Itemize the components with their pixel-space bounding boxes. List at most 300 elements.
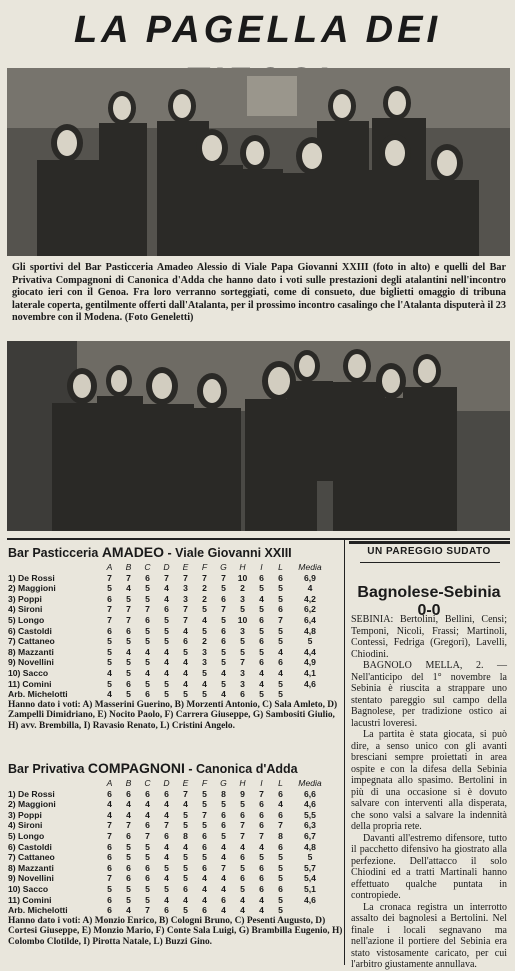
vote-cell: 5 <box>259 583 264 594</box>
vote-cell: 6 <box>240 689 245 700</box>
vote-cell: 4 <box>183 841 188 852</box>
column-header: I <box>260 562 263 572</box>
player-name: 8) Mazzanti <box>8 862 54 873</box>
vote-cell: 6 <box>240 809 245 820</box>
player-name: 4) Sironi <box>8 820 43 831</box>
average-cell: 6,6 <box>304 788 316 799</box>
vote-cell: 5 <box>278 625 283 636</box>
vote-cell: 5 <box>145 678 150 689</box>
vote-cell: 4 <box>126 646 131 657</box>
vote-cell: 7 <box>126 604 131 615</box>
vote-cell: 4 <box>259 593 264 604</box>
vote-cell: 5 <box>183 689 188 700</box>
vote-cell: 5 <box>240 799 245 810</box>
vote-cell: 7 <box>164 820 169 831</box>
vote-cell: 6 <box>202 830 207 841</box>
column-header: H <box>239 562 246 572</box>
column-header: H <box>239 778 246 788</box>
vote-cell: 5 <box>183 852 188 863</box>
vote-cell: 4 <box>259 894 264 905</box>
vote-cell: 6 <box>259 799 264 810</box>
vote-cell: 5 <box>278 873 283 884</box>
vote-cell: 4 <box>240 905 245 916</box>
vote-cell: 5 <box>240 604 245 615</box>
vote-cell: 5 <box>145 583 150 594</box>
vote-cell: 6 <box>278 657 283 668</box>
vote-cell: 7 <box>126 614 131 625</box>
vote-cell: 6 <box>221 636 226 647</box>
vote-cell: 5 <box>183 873 188 884</box>
vote-cell: 6 <box>126 788 131 799</box>
average-cell: 4,6 <box>304 799 316 810</box>
vote-cell: 5 <box>259 852 264 863</box>
column-header: E <box>182 778 189 788</box>
sidebar-title: Bagnolese-Sebinia 0-0 <box>357 584 501 619</box>
average-cell: 4,4 <box>304 646 316 657</box>
table-row <box>8 636 330 647</box>
sidebar-paragraph: BAGNOLO MELLA, 2. — Nell'anticipo del 1° novembre la Sebinia è riuscita a strappare uno stentato pareggio sul campo della Bagnolese, per tradizione ostico ai lacustri loveresi. <box>351 660 507 729</box>
vote-cell: 4 <box>240 841 245 852</box>
vote-cell: 3 <box>202 646 207 657</box>
vote-cell: 5 <box>126 657 131 668</box>
vote-cell: 6 <box>107 905 112 916</box>
vote-cell: 5 <box>278 583 283 594</box>
page-headline: LA PAGELLA DEI <box>73 9 442 51</box>
vote-cell: 5 <box>126 841 131 852</box>
table-row <box>8 873 330 884</box>
vote-cell: 6 <box>202 862 207 873</box>
column-header: C <box>144 562 151 572</box>
vote-cell: 7 <box>107 572 112 583</box>
vote-cell: 4 <box>202 873 207 884</box>
player-name: 7) Cattaneo <box>8 636 55 647</box>
vote-cell: 7 <box>145 905 150 916</box>
vote-cell: 5 <box>278 689 283 700</box>
vote-cell: 3 <box>240 593 245 604</box>
vote-cell: 5 <box>183 646 188 657</box>
vote-cell: 7 <box>221 862 226 873</box>
vote-cell: 7 <box>126 572 131 583</box>
player-name: Arb. Michelotti <box>8 905 68 916</box>
player-name: 9) Novellini <box>8 873 54 884</box>
player-name: 5) Longo <box>8 614 45 625</box>
vote-cell: 7 <box>164 572 169 583</box>
vote-cell: 6 <box>278 788 283 799</box>
vote-cell: 10 <box>237 572 248 583</box>
vote-cell: 5 <box>126 894 131 905</box>
vote-cell: 6 <box>278 604 283 615</box>
vote-cell: 4 <box>164 646 169 657</box>
vote-cell: 7 <box>145 604 150 615</box>
vote-cell: 6 <box>126 830 131 841</box>
vote-cell: 5 <box>145 883 150 894</box>
vote-cell: 7 <box>202 809 207 820</box>
table-row <box>8 842 330 853</box>
vote-cell: 6 <box>240 873 245 884</box>
table-row <box>8 668 330 679</box>
vote-cell: 6 <box>107 894 112 905</box>
vote-cell: 4 <box>145 809 150 820</box>
amadeo-title-name: AMADEO <box>101 544 165 560</box>
vote-cell: 4 <box>164 667 169 678</box>
table-row <box>8 647 330 658</box>
vote-cell: 4 <box>183 625 188 636</box>
vote-cell: 6 <box>259 614 264 625</box>
vote-cell: 5 <box>126 667 131 678</box>
vote-cell: 4 <box>221 689 226 700</box>
table-row <box>8 852 330 863</box>
vote-cell: 4 <box>221 905 226 916</box>
vote-cell: 6 <box>126 862 131 873</box>
vote-cell: 7 <box>240 657 245 668</box>
vote-cell: 4 <box>107 809 112 820</box>
vote-cell: 6 <box>107 841 112 852</box>
vote-cell: 6 <box>164 788 169 799</box>
vote-cell: 5 <box>240 862 245 873</box>
vote-cell: 6 <box>107 625 112 636</box>
vote-cell: 5 <box>183 905 188 916</box>
vote-cell: 6 <box>221 625 226 636</box>
vote-cell: 5 <box>221 657 226 668</box>
vote-cell: 5 <box>278 852 283 863</box>
vote-cell: 7 <box>107 604 112 615</box>
table-row <box>8 604 330 615</box>
vote-cell: 2 <box>240 583 245 594</box>
average-cell: 5,7 <box>304 862 316 873</box>
sidebar-kicker: UN PAREGGIO SUDATO <box>367 546 491 557</box>
average-cell: 5,1 <box>304 883 316 894</box>
vote-cell: 5 <box>221 678 226 689</box>
vote-cell: 6 <box>202 905 207 916</box>
table-row <box>8 594 330 605</box>
vote-cell: 4 <box>107 689 112 700</box>
vote-cell: 6 <box>278 883 283 894</box>
group-photo-amadeo <box>7 68 510 256</box>
vote-cell: 4 <box>221 667 226 678</box>
vote-cell: 5 <box>145 657 150 668</box>
player-name: 10) Sacco <box>8 667 49 678</box>
vote-cell: 8 <box>183 830 188 841</box>
vote-cell: 5 <box>221 830 226 841</box>
average-cell: 5 <box>307 852 313 863</box>
vote-cell: 5 <box>126 852 131 863</box>
compagnoni-title-name: COMPAGNONI <box>87 760 185 776</box>
vote-cell: 5 <box>202 689 207 700</box>
vote-cell: 5 <box>145 841 150 852</box>
vote-cell: 5 <box>107 646 112 657</box>
vote-cell: 6 <box>278 841 283 852</box>
vote-cell: 3 <box>240 667 245 678</box>
player-name: 1) De Rossi <box>8 572 55 583</box>
column-header: D <box>163 562 170 572</box>
vote-cell: 7 <box>183 788 188 799</box>
table-header-row <box>8 778 330 789</box>
vote-cell: 7 <box>107 873 112 884</box>
vote-cell: 5 <box>202 799 207 810</box>
table-row <box>8 689 330 700</box>
player-name: 4) Sironi <box>8 604 43 615</box>
table-row <box>8 583 330 594</box>
vote-cell: 5 <box>202 788 207 799</box>
compagnoni-title-prefix: Bar Privativa <box>8 762 88 776</box>
vote-cell: 4 <box>259 678 264 689</box>
vote-cell: 5 <box>278 678 283 689</box>
vote-cell: 5 <box>278 862 283 873</box>
vote-cell: 5 <box>202 604 207 615</box>
column-divider <box>344 540 345 965</box>
header-blank <box>8 562 100 573</box>
vote-cell: 9 <box>240 788 245 799</box>
column-header: F <box>201 562 208 572</box>
player-name: 6) Castoldi <box>8 625 52 636</box>
average-cell: 6,7 <box>304 830 316 841</box>
vote-cell: 6 <box>126 873 131 884</box>
vote-cell: 4 <box>259 905 264 916</box>
amadeo-title <box>8 544 343 560</box>
player-name: 2) Maggioni <box>8 583 56 594</box>
column-header: I <box>260 778 263 788</box>
average-cell: 4,6 <box>304 678 316 689</box>
vote-cell: 6 <box>107 862 112 873</box>
table-row <box>8 657 330 668</box>
vote-cell: 6 <box>164 604 169 615</box>
vote-cell: 6 <box>259 883 264 894</box>
vote-cell: 4 <box>164 657 169 668</box>
column-header: G <box>220 778 227 788</box>
vote-cell: 6 <box>145 788 150 799</box>
vote-cell: 5 <box>221 646 226 657</box>
average-cell: 4,8 <box>304 625 316 636</box>
vote-cell: 3 <box>240 678 245 689</box>
vote-cell: 5 <box>145 593 150 604</box>
vote-cell: 7 <box>259 788 264 799</box>
column-header: Media <box>298 562 322 572</box>
vote-cell: 5 <box>107 636 112 647</box>
vote-cell: 7 <box>107 820 112 831</box>
player-name: 7) Cattaneo <box>8 852 55 863</box>
average-cell: 4 <box>307 583 313 594</box>
vote-cell: 5 <box>202 625 207 636</box>
sidebar-paragraph: La cronaca registra un interrotto assalto dei bagnolesi a Bertolini. Nel finale i locali segnavano ma nell'azione il portiere del Sebinia era stato vistosamente caricato, per cui l'arbitro giustamente annullava. <box>351 901 507 970</box>
vote-cell: 10 <box>237 614 248 625</box>
vote-cell: 7 <box>259 830 264 841</box>
vote-cell: 6 <box>164 830 169 841</box>
vote-cell: 4 <box>278 646 283 657</box>
vote-cell: 5 <box>259 646 264 657</box>
player-name: Arb. Michelotti <box>8 689 68 700</box>
vote-cell: 4 <box>164 841 169 852</box>
vote-cell: 7 <box>183 604 188 615</box>
amadeo-voters: Hanno dato i voti: A) Masserini Guerino, B) Morzenti Antonio, C) Sala Amleto, D) Zampelli Dimidriano, E) Nocito Paolo, F) Carrera Giuseppe, G) Sambositi Giulio, H) avv. Brembilla, I) Ravasio Renato, L) Cristini Angelo. <box>8 699 338 731</box>
sidebar-paragraph: Davanti all'estremo difensore, tutto il pacchetto difensivo ha giostrato alla perfezione. Dell'attacco il solo Chiodini ed a tratti Martinali hanno effettuato qualche puntata in contropiede. <box>351 832 507 901</box>
vote-cell: 4 <box>259 841 264 852</box>
vote-cell: 7 <box>278 614 283 625</box>
vote-cell: 6 <box>107 593 112 604</box>
vote-cell: 4 <box>126 809 131 820</box>
compagnoni-title-suffix: - Canonica d'Adda <box>184 762 298 776</box>
vote-cell: 4 <box>221 841 226 852</box>
player-name: 1) De Rossi <box>8 788 55 799</box>
vote-cell: 4 <box>202 883 207 894</box>
compagnoni-votes-table <box>8 778 330 916</box>
player-name: 11) Comini <box>8 678 52 689</box>
vote-cell: 6 <box>259 657 264 668</box>
vote-cell: 4 <box>221 852 226 863</box>
table-row <box>8 679 330 690</box>
vote-cell: 4 <box>164 799 169 810</box>
table-row <box>8 789 330 800</box>
vote-cell: 6 <box>183 636 188 647</box>
vote-cell: 5 <box>259 625 264 636</box>
table-row <box>8 615 330 626</box>
vote-cell: 4 <box>202 894 207 905</box>
vote-cell: 5 <box>145 636 150 647</box>
vote-cell: 6 <box>164 905 169 916</box>
vote-cell: 7 <box>183 572 188 583</box>
vote-cell: 6 <box>221 593 226 604</box>
table-row <box>8 626 330 637</box>
vote-cell: 7 <box>126 820 131 831</box>
vote-cell: 4 <box>183 678 188 689</box>
vote-cell: 4 <box>145 667 150 678</box>
average-cell: 4,1 <box>304 667 316 678</box>
vote-cell: 4 <box>107 799 112 810</box>
vote-cell: 6 <box>259 862 264 873</box>
vote-cell: 4 <box>164 852 169 863</box>
column-header: E <box>182 562 189 572</box>
vote-cell: 6 <box>126 625 131 636</box>
vote-cell: 4 <box>221 883 226 894</box>
sidebar-kicker-rule <box>360 562 500 563</box>
vote-cell: 2 <box>202 583 207 594</box>
vote-cell: 6 <box>107 852 112 863</box>
vote-cell: 5 <box>164 614 169 625</box>
average-cell: 5,4 <box>304 873 316 884</box>
sidebar-top-rule <box>349 541 510 544</box>
vote-cell: 7 <box>145 830 150 841</box>
vote-cell: 5 <box>164 625 169 636</box>
vote-cell: 4 <box>126 905 131 916</box>
vote-cell: 6 <box>145 820 150 831</box>
vote-cell: 7 <box>107 614 112 625</box>
player-name: 3) Poppi <box>8 809 42 820</box>
vote-cell: 6 <box>145 873 150 884</box>
vote-cell: 7 <box>107 830 112 841</box>
vote-cell: 7 <box>221 604 226 615</box>
amadeo-votes-table <box>8 562 330 700</box>
vote-cell: 6 <box>145 572 150 583</box>
vote-cell: 5 <box>107 583 112 594</box>
vote-cell: 5 <box>107 657 112 668</box>
vote-cell: 2 <box>202 636 207 647</box>
photo-caption: Gli sportivi del Bar Pasticceria Amadeo Alessio di Viale Papa Giovanni XXIII (foto in alto) e quelli del Bar Privativa Compagnoni di Canonica d'Adda che hanno dato i voti sulle prestazioni degli atalantini nell'incontro giocato ieri con il Genoa. Fra loro verranno sorteggiati, come di consueto, due biglietti omaggio di tribuna laterale coperta, gentilmente offerti dall'Atalanta, per il prossimo incontro casalingo che l'Atalanta disputerà il 23 novembre con il Modena. (Foto Geneletti) <box>12 262 506 324</box>
average-cell: 5 <box>307 636 313 647</box>
vote-cell: 5 <box>221 799 226 810</box>
vote-cell: 5 <box>202 852 207 863</box>
vote-cell: 4 <box>278 799 283 810</box>
vote-cell: 5 <box>164 689 169 700</box>
vote-cell: 5 <box>202 820 207 831</box>
vote-cell: 7 <box>202 572 207 583</box>
vote-cell: 4 <box>164 894 169 905</box>
vote-cell: 5 <box>126 593 131 604</box>
vote-cell: 5 <box>183 862 188 873</box>
average-cell: 4,8 <box>304 841 316 852</box>
sidebar-paragraph: SEBINIA: Bertolini, Bellini, Censi; Temponi, Nicoli, Frassi; Martinoli, Contessi, Fedriga (Gregori), Lavelli, Chiodini. <box>351 614 507 660</box>
vote-cell: 5 <box>145 894 150 905</box>
vote-cell: 5 <box>126 689 131 700</box>
vote-cell: 5 <box>202 667 207 678</box>
vote-cell: 5 <box>278 636 283 647</box>
vote-cell: 4 <box>183 799 188 810</box>
vote-cell: 6 <box>107 788 112 799</box>
column-header: L <box>278 778 283 788</box>
vote-cell: 7 <box>240 820 245 831</box>
vote-cell: 7 <box>221 572 226 583</box>
vote-cell: 4 <box>278 667 283 678</box>
amadeo-title-suffix: - Viale Giovanni XXIII <box>164 546 292 560</box>
vote-cell: 5 <box>183 809 188 820</box>
vote-cell: 4 <box>183 657 188 668</box>
vote-cell: 5 <box>221 583 226 594</box>
vote-cell: 6 <box>259 820 264 831</box>
vote-cell: 3 <box>240 625 245 636</box>
vote-cell: 4 <box>183 667 188 678</box>
player-name: 5) Longo <box>8 830 45 841</box>
vote-cell: 4 <box>126 799 131 810</box>
vote-cell: 6 <box>259 636 264 647</box>
vote-cell: 5 <box>164 883 169 894</box>
vote-cell: 4 <box>107 667 112 678</box>
vote-cell: 6 <box>259 572 264 583</box>
column-header: B <box>125 778 132 788</box>
vote-cell: 5 <box>107 883 112 894</box>
column-header: Media <box>298 778 322 788</box>
vote-cell: 6 <box>278 809 283 820</box>
vote-cell: 7 <box>240 830 245 841</box>
player-name: 8) Mazzanti <box>8 646 54 657</box>
vote-cell: 4 <box>145 646 150 657</box>
vote-cell: 5 <box>240 636 245 647</box>
average-cell: 4,9 <box>304 657 316 668</box>
vote-cell: 5 <box>145 852 150 863</box>
vote-cell: 6 <box>145 689 150 700</box>
vote-cell: 3 <box>183 593 188 604</box>
group-photo-compagnoni <box>7 341 510 531</box>
column-header: G <box>220 562 227 572</box>
column-header: C <box>144 778 151 788</box>
vote-cell: 5 <box>164 678 169 689</box>
vote-cell: 5 <box>107 678 112 689</box>
sidebar-paragraph: La partita è stata giocata, si può dire, a senso unico con gli avanti bresciani sempre proiettati in area ospite e con la difesa della Sebinia impegnata allo spasimo. Bertolini in più di una occasione si è dovuto salvare con interventi alla disperata, che sono valsi a salvare la indennità della propria rete. <box>351 729 507 832</box>
vote-cell: 4 <box>164 809 169 820</box>
vote-cell: 6 <box>240 852 245 863</box>
vote-cell: 5 <box>240 883 245 894</box>
vote-cell: 4 <box>202 678 207 689</box>
vote-cell: 5 <box>278 905 283 916</box>
vote-cell: 4 <box>183 894 188 905</box>
vote-cell: 8 <box>221 788 226 799</box>
vote-cell: 4 <box>240 894 245 905</box>
column-header: L <box>278 562 283 572</box>
table-row <box>8 820 330 831</box>
average-cell: 6,3 <box>304 820 316 831</box>
vote-cell: 4 <box>145 799 150 810</box>
table-row <box>8 573 330 584</box>
table-row <box>8 799 330 810</box>
vote-cell: 8 <box>278 830 283 841</box>
average-cell: 6,9 <box>304 572 316 583</box>
